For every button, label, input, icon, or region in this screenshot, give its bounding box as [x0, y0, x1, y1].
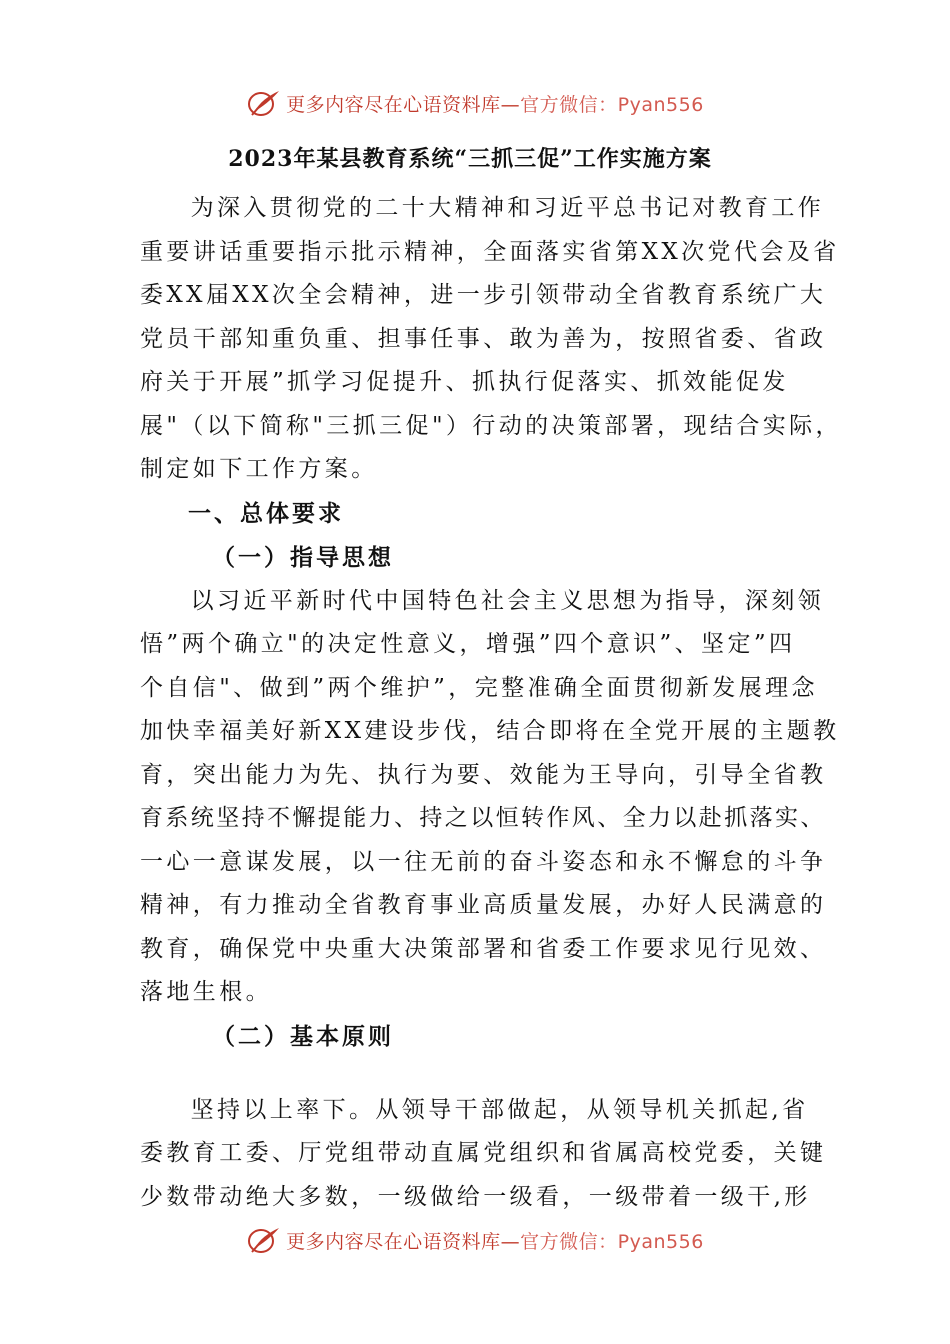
body-line: 育，突出能力为先、执行为要、效能为王导向，引导全省教: [140, 761, 827, 788]
body-line: 加快幸福美好新XX建设步伐，结合即将在全党开展的主题教: [140, 718, 840, 744]
watermark-wechat-text: 官方微信：Pyan556: [520, 93, 704, 116]
intro-line: 展"（以下简称"三抓三促"）行动的决策部署，现结合实际，: [140, 412, 842, 439]
watermark-brand-text: 更多内容尽在心语资料库—: [286, 93, 521, 116]
intro-line: 为深入贯彻党的二十大精神和习近平总书记对教育工作: [190, 195, 825, 221]
watermark-wechat-text: 官方微信：Pyan556: [520, 1230, 704, 1253]
intro-line: 委XX届XX次全会精神，进一步引领带动全省教育系统广大: [140, 282, 827, 308]
subsection-heading: （一）指导思想: [212, 543, 394, 571]
intro-line: 府关于开展”抓学习促提升、抓执行促落实、抓效能促发: [140, 369, 789, 395]
body-line: 育系统坚持不懈提能力、持之以恒转作风、全力以赴抓落实、: [140, 805, 826, 831]
body-line: 坚持以上率下。从领导干部做起，从领导机关抓起,省: [190, 1096, 809, 1123]
quill-logo-icon: [246, 88, 282, 118]
body-line: 以习近平新时代中国特色社会主义思想为指导，深刻领: [190, 587, 825, 614]
body-line: 个自信"、做到”两个维护”，完整准确全面贯彻新发展理念: [140, 674, 818, 701]
watermark-header: [0, 88, 950, 118]
subsection-heading: （二）基本原则: [212, 1022, 394, 1050]
body-line: 精神，有力推动全省教育事业高质量发展，办好人民满意的: [140, 892, 827, 918]
section-heading: 一、总体要求: [188, 499, 344, 527]
watermark-footer: [0, 1225, 950, 1255]
body-line: 少数带动绝大多数，一级做给一级看，一级带着一级干,形: [140, 1183, 811, 1210]
document-title: 2023年某县教育系统“三抓三促”工作实施方案: [228, 146, 712, 172]
watermark-brand-text: 更多内容尽在心语资料库—: [286, 1230, 521, 1253]
basic-principles-paragraph: [140, 1089, 830, 1220]
spacer: [140, 1059, 830, 1089]
intro-line: 制定如下工作方案。: [140, 456, 378, 482]
guiding-thought-paragraph: [140, 580, 840, 1015]
document-page: [140, 142, 842, 1219]
intro-line: 党员干部知重负重、担事任事、敢为善为，按照省委、省政: [140, 325, 827, 352]
body-line: 悟”两个确立"的决定性意义，增强”四个意识”、坚定”四: [140, 631, 796, 657]
body-line: 落地生根。: [140, 979, 272, 1005]
intro-paragraph: [140, 187, 842, 492]
body-line: 一心一意谋发展，以一往无前的奋斗姿态和永不懈怠的斗争: [140, 848, 827, 875]
intro-line: 重要讲话重要指示批示精神，全面落实省第XX次党代会及省: [140, 238, 840, 265]
quill-logo-icon: [246, 1225, 282, 1255]
body-line: 委教育工委、厅党组带动直属党组织和省属高校党委，关键: [140, 1140, 827, 1166]
body-line: 教育，确保党中央重大决策部署和省委工作要求见行见效、: [140, 935, 827, 962]
